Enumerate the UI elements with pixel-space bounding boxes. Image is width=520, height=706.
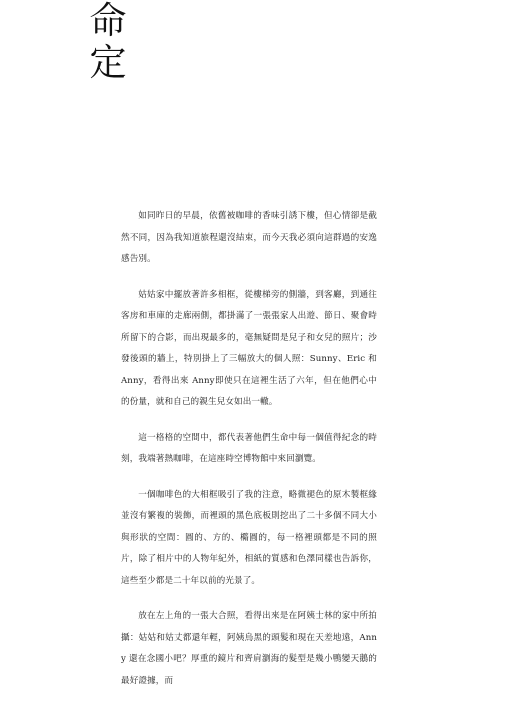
title-char-1: 命 [89, 0, 127, 42]
title-char-2: 定 [89, 41, 127, 84]
paragraph-5: 放在左上角的一張大合照，看得出來是在阿姨士林的家中所拍攝：姑姑和姑丈都還年輕，阿姨烏黑的頭髮和現在天差地遠，Anny 還在念國小吧？厚重的鏡片和齊肩瀏海的髮型是幾小鴨變天鵝的最好證據，而 [121, 611, 377, 686]
paragraph-4: 一個咖啡色的大相框吸引了我的注意，略微褪色的原木製框緣並沒有繁複的裝飾，而裡頭的黑色底板則挖出了二十多個不同大小與形狀的空間：圓的、方的、橢圓的，每一格裡頭都是不同的照片，除了相片中的人物年紀外，相紙的質感和色澤同樣也告訴你，這些至少都是二十年以前的光景了。 [121, 489, 377, 586]
chapter-title [86, 0, 130, 84]
paragraph-1: 如同昨日的早晨，依舊被咖啡的香味引誘下樓，但心情卻是截然不同，因為我知道旅程還沒結束，而今天我必須向這群過的安逸感告別。 [121, 211, 377, 264]
body-text [121, 206, 377, 706]
paragraph-3: 這一格格的空間中，都代表著他們生命中每一個值得紀念的時刻，我端著熱咖啡，在這座時空博物館中來回瀏覽。 [121, 432, 377, 464]
paragraph-2: 姑姑家中擺放著許多相框，從樓梯旁的側牆，到客廳，到通往客房和車庫的走廊兩側，都掛滿了一張張家人出遊、節日、聚會時所留下的合影，而出現最多的，毫無疑問是兒子和女兒的照片；沙發後頭的牆上，特別掛上了三幅放大的個人照：Sunny、Eric 和 Anny，看得出來 Anny即使只在這裡生活了六年，但在他們心中的份量，就和自己的親生兒女如出一轍。 [121, 289, 377, 407]
